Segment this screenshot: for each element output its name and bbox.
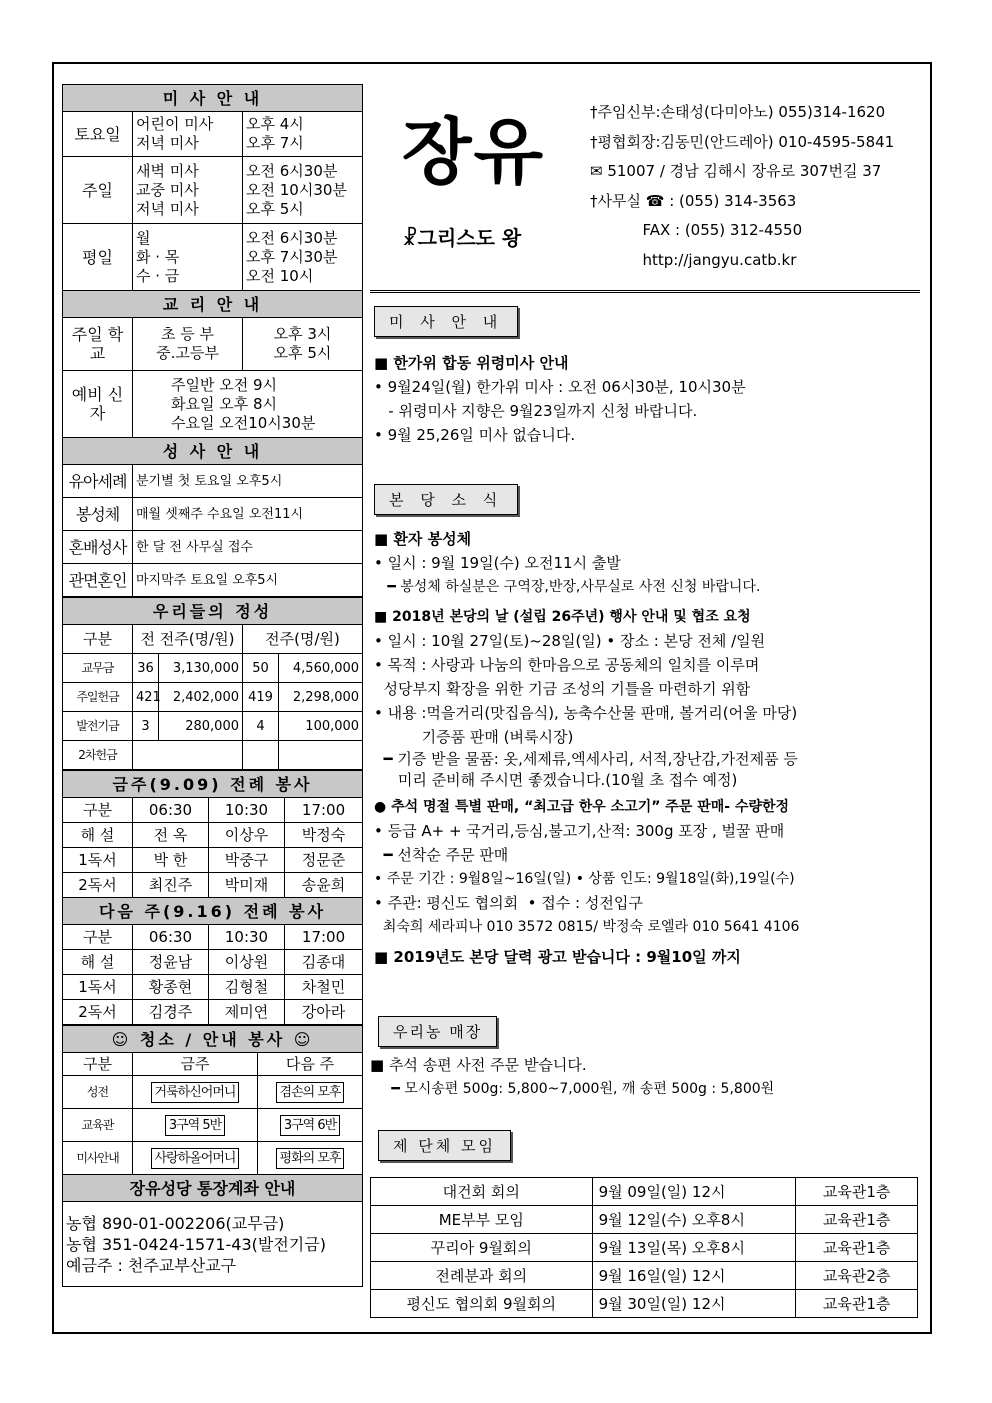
volunteer-name: 박 한 [133,848,209,873]
mass-time: 오후 4시 [246,115,304,133]
mass-name: 어린이 미사 [136,115,214,133]
meeting-date: 9월 16일(일) 12시 [592,1262,796,1290]
high-group: 중.고등부 [156,344,219,362]
notice-line: 기증품 판매 (벼룩시장) [374,728,574,746]
table-row [371,1234,918,1262]
mass-sunday-times [243,157,363,224]
col-header: 구분 [63,798,133,823]
contact-url[interactable]: http://jangyu.catb.kr [590,250,797,269]
masthead [370,84,920,284]
notice-line: - 위령미사 지향은 9월23일까지 신청 바랍니다. [374,402,698,420]
volunteer-name: 이상원 [209,950,285,975]
sacrament-label: 혼배성사 [63,531,133,564]
duty-label: 교육관 [63,1109,133,1142]
col-header: 구분 [63,925,133,950]
contact-line: †주임신부:손태성(다미아노) 055)314-1620 [590,103,886,121]
parish-news-section [374,484,799,969]
duty-this-week [133,1076,258,1109]
contact-line: FAX : (055) 312-4550 [590,221,803,239]
offering-count: 3 [133,712,159,741]
mass-sunday-label: 주일 [63,157,133,224]
elem-time: 오후 3시 [273,325,332,343]
mass-time: 오후 7시 [246,134,304,152]
section-label: 제 단체 모임 [378,1130,511,1161]
duty-value: 3구역 6반 [280,1115,340,1136]
sacrament-label: 유아세례 [63,465,133,498]
meetings-table [370,1177,918,1318]
mass-time: 오전 6시30분 [246,161,338,180]
volunteer-name: 송윤희 [285,873,363,898]
notice-line: • 일시 : 10월 27일(토)~28일(일) • 장소 : 본당 전체 /일원 [374,632,766,650]
account-header: 장유성당 통장계좌 안내 [63,1175,363,1202]
mass-header: 미 사 안 내 [63,85,363,112]
mass-time: 오후 5시 [246,199,304,218]
contact-line: †사무실 ☎ : (055) 314-3563 [590,191,797,210]
notice-line: 최숙희 세라피나 010 3572 0815/ 박정숙 로엘라 010 5641 4106 [374,919,800,935]
meeting-name: 전례분과 회의 [371,1262,593,1290]
offering-amount: 2,402,000 [159,683,243,712]
groups-section [378,1130,511,1161]
meeting-name: 평신도 협의회 9월회의 [371,1290,593,1318]
notice-line: • 목적 : 사랑과 나눔의 한마음으로 공동체의 일치를 이루며 [374,656,760,674]
duty-this-week [133,1109,258,1142]
col-header: 10:30 [209,925,285,950]
notice-line: • 주문 기간 : 9월8일~16일(일) • 상품 인도: 9월18일(화),19일(수) [374,871,795,887]
offering-label: 2차헌금 [63,741,133,770]
catechumen-label: 예비 신자 [63,371,133,438]
info-table [62,84,363,597]
contact-line: †평협회장:김동민(안드레아) 010-4595-5841 [590,132,895,151]
masthead-rule [370,290,920,293]
meeting-place: 교육관1층 [796,1290,918,1318]
offering-amount: 3,130,000 [159,654,243,683]
col-header: 17:00 [285,798,363,823]
offering-count: 4 [243,712,279,741]
mass-name: 화 · 목 [136,247,180,266]
sacrament-text: 마지막주 토요일 오후5시 [133,564,363,597]
col-header: 다음 주 [258,1053,363,1076]
col-header: 10:30 [209,798,285,823]
duty-value: 평화의 모후 [276,1148,345,1169]
notice-heading: ■ 2018년 본당의 날 (설립 26주년) 행사 안내 및 협조 요청 [374,609,751,625]
offering-header: 우리들의 정성 [63,598,363,625]
left-column [62,84,362,1287]
offering-table [62,597,363,770]
meeting-name: ME부부 모임 [371,1206,593,1234]
table-row [371,1262,918,1290]
notice-line: ━ 모시송편 500g: 5,800~7,000원, 깨 송편 500g : 5,800원 [378,1081,775,1097]
mass-saturday-names [133,112,243,157]
class-time: 화요일 오후 8시 [171,394,278,413]
notice-heading: ■ 환자 봉성체 [374,530,472,548]
meeting-name: 대건회 회의 [371,1178,593,1206]
meeting-date: 9월 30일(일) 12시 [592,1290,796,1318]
offering-amount: 2,298,000 [279,683,363,712]
offering-amount [279,741,363,770]
duty-next-week [258,1076,363,1109]
notice-line: • 내용 :먹을거리(맛집음식), 농축수산물 판매, 볼거리(어울 마당) [374,704,798,722]
offering-count: 421 [133,683,159,712]
cleaning-header: ☺ 청소 / 안내 봉사 ☺ [63,1026,363,1053]
sacrament-header: 성 사 안 내 [63,438,363,465]
liturgy-this-header: 금주(9.09) 전례 봉사 [63,771,363,798]
section-label: 우리농 매장 [378,1016,497,1047]
mass-name: 저녁 미사 [136,199,199,218]
account-holder: 예금주 : 천주교부산교구 [66,1255,237,1275]
volunteer-name: 전 옥 [133,823,209,848]
table-row [371,1206,918,1234]
account-line: 농협 890-01-002206(교무금) [66,1213,285,1233]
role-label: 해 설 [63,823,133,848]
meeting-place: 교육관1층 [796,1234,918,1262]
volunteer-name: 박미재 [209,873,285,898]
role-label: 1독서 [63,975,133,1000]
offering-count [243,741,279,770]
duty-label: 미사안내 [63,1142,133,1175]
class-time: 주일반 오전 9시 [171,375,278,394]
elem-group: 초 등 부 [160,325,214,343]
sacrament-text: 분기별 첫 토요일 오후5시 [133,465,363,498]
volunteer-name: 황종현 [133,975,209,1000]
offering-count: 36 [133,654,159,683]
volunteer-name: 김종대 [285,950,363,975]
volunteer-name: 이상우 [209,823,285,848]
volunteer-name: 강아라 [285,1000,363,1025]
contact-line: ✉ 51007 / 경남 김해시 장유로 307번길 37 [590,162,882,180]
farm-store-section [370,1016,775,1101]
notice-heading: ● 추석 명절 특별 판매, “최고급 한우 소고기” 주문 판매- 수량한정 [374,799,790,815]
right-column [370,84,920,1313]
role-label: 1독서 [63,848,133,873]
parish-logo: 장유 [402,110,546,194]
offering-label: 발전기금 [63,712,133,741]
sacrament-text: 한 달 전 사무실 접수 [133,531,363,564]
volunteer-name: 제미연 [209,1000,285,1025]
volunteer-name: 최진주 [133,873,209,898]
mass-saturday-times [243,112,363,157]
doctrine-header: 교 리 안 내 [63,291,363,318]
notice-line: ━ 선착순 주문 판매 [374,846,509,864]
mass-time: 오전 10시30분 [246,180,347,199]
role-label: 2독서 [63,1000,133,1025]
notice-line: ━ 기증 받을 물품: 옷,세제류,엑세사리, 서적,장난감,가전제품 등 [374,750,798,768]
volunteer-name: 차철민 [285,975,363,1000]
col-header: 구분 [63,1053,133,1076]
offering-count: 419 [243,683,279,712]
mass-name: 교중 미사 [136,180,199,199]
mass-name: 수 · 금 [136,266,180,285]
col-header: 17:00 [285,925,363,950]
offering-amount [133,741,243,770]
duty-this-week [133,1142,258,1175]
mass-weekday-label: 평일 [63,224,133,291]
duty-value: 3구역 5반 [165,1115,225,1136]
meeting-place: 교육관2층 [796,1262,918,1290]
offering-amount: 4,560,000 [279,654,363,683]
volunteer-name: 박정숙 [285,823,363,848]
volunteer-name: 김경주 [133,1000,209,1025]
notice-heading: ■ 추석 송편 사전 주문 받습니다. [370,1056,587,1074]
mass-notice-section [374,306,746,447]
mass-saturday-label: 토요일 [63,112,133,157]
sacrament-label: 봉성체 [63,498,133,531]
account-line: 농협 351-0424-1571-43(발전기금) [66,1234,326,1254]
sacrament-label: 관면혼인 [63,564,133,597]
class-time: 수요일 오전10시30분 [171,413,316,432]
role-label: 2독서 [63,873,133,898]
sacrament-text: 매월 셋째주 수요일 오전11시 [133,498,363,531]
school-times [243,318,363,371]
volunteer-name: 정윤남 [133,950,209,975]
high-time: 오후 5시 [273,344,332,362]
offering-label: 주일헌금 [63,683,133,712]
col-header: 금주 [133,1053,258,1076]
role-label: 해 설 [63,950,133,975]
sunday-school-label: 주일 학교 [63,318,133,371]
offering-amount: 280,000 [159,712,243,741]
table-row [371,1290,918,1318]
mass-time: 오전 6시30분 [246,228,338,247]
catechumen-classes [133,371,363,438]
meeting-date: 9월 09일(일) 12시 [592,1178,796,1206]
volunteer-name: 박중구 [209,848,285,873]
mass-name: 저녁 미사 [136,134,199,152]
notice-heading: ■ 2019년도 본당 달력 광고 받습니다 : 9월10일 까지 [374,948,741,966]
duty-value: 겸손의 모후 [276,1082,345,1103]
meeting-place: 교육관1층 [796,1206,918,1234]
notice-line: ━ 봉성체 하실분은 구역장,반장,사무실로 사전 신청 바랍니다. [374,579,761,595]
volunteer-name: 김형철 [209,975,285,1000]
offering-count: 50 [243,654,279,683]
liturgy-next-header: 다음 주(9.16) 전례 봉사 [63,898,363,925]
notice-line: • 9월24일(월) 한가위 미사 : 오전 06시30분, 10시30분 [374,378,746,396]
offering-label: 교무금 [63,654,133,683]
account-info [63,1202,363,1287]
meeting-name: 꾸리아 9월회의 [371,1234,593,1262]
mass-sunday-names [133,157,243,224]
notice-line: • 9월 25,26일 미사 없습니다. [374,426,576,444]
duty-value: 거룩하신어머니 [151,1082,240,1103]
col-header: 전주(명/원) [243,625,363,654]
cleaning-table [62,1025,363,1287]
col-header: 06:30 [133,798,209,823]
notice-line: • 주관: 평신도 협의회 • 접수 : 성전입구 [374,894,643,912]
volunteer-name: 정문준 [285,848,363,873]
mass-weekday-times [243,224,363,291]
contact-info [590,98,894,275]
notice-line: • 일시 : 9월 19일(수) 오전11시 출발 [374,554,621,572]
col-header: 구분 [63,625,133,654]
col-header: 전 전주(명/원) [133,625,243,654]
offering-amount: 100,000 [279,712,363,741]
liturgy-this-table [62,770,363,1025]
notice-line: 성당부지 확장을 위한 기금 조성의 기틀을 마련하기 위함 [374,680,751,698]
duty-label: 성전 [63,1076,133,1109]
duty-next-week [258,1109,363,1142]
duty-next-week [258,1142,363,1175]
school-groups [133,318,243,371]
feast-title: ☧그리스도 왕 [402,226,522,250]
notice-heading: ■ 한가위 합동 위령미사 안내 [374,354,569,372]
notice-line: 미리 준비해 주시면 좋겠습니다.(10월 초 접수 예정) [374,771,738,789]
meeting-place: 교육관1층 [796,1178,918,1206]
mass-time: 오후 7시30분 [246,247,338,266]
mass-name: 새벽 미사 [136,161,199,180]
mass-time: 오전 10시 [246,266,314,285]
meeting-date: 9월 12일(수) 오후8시 [592,1206,796,1234]
notice-line: • 등급 A+ + 국거리,등심,불고기,산적: 300g 포장 , 벌꿀 판매 [374,822,785,840]
duty-value: 사랑하올어머니 [151,1148,240,1169]
mass-weekday-names [133,224,243,291]
section-label: 본 당 소 식 [374,484,518,515]
mass-name: 월 [136,228,151,247]
col-header: 06:30 [133,925,209,950]
section-label: 미 사 안 내 [374,306,518,337]
meeting-date: 9월 13일(목) 오후8시 [592,1234,796,1262]
table-row [371,1178,918,1206]
